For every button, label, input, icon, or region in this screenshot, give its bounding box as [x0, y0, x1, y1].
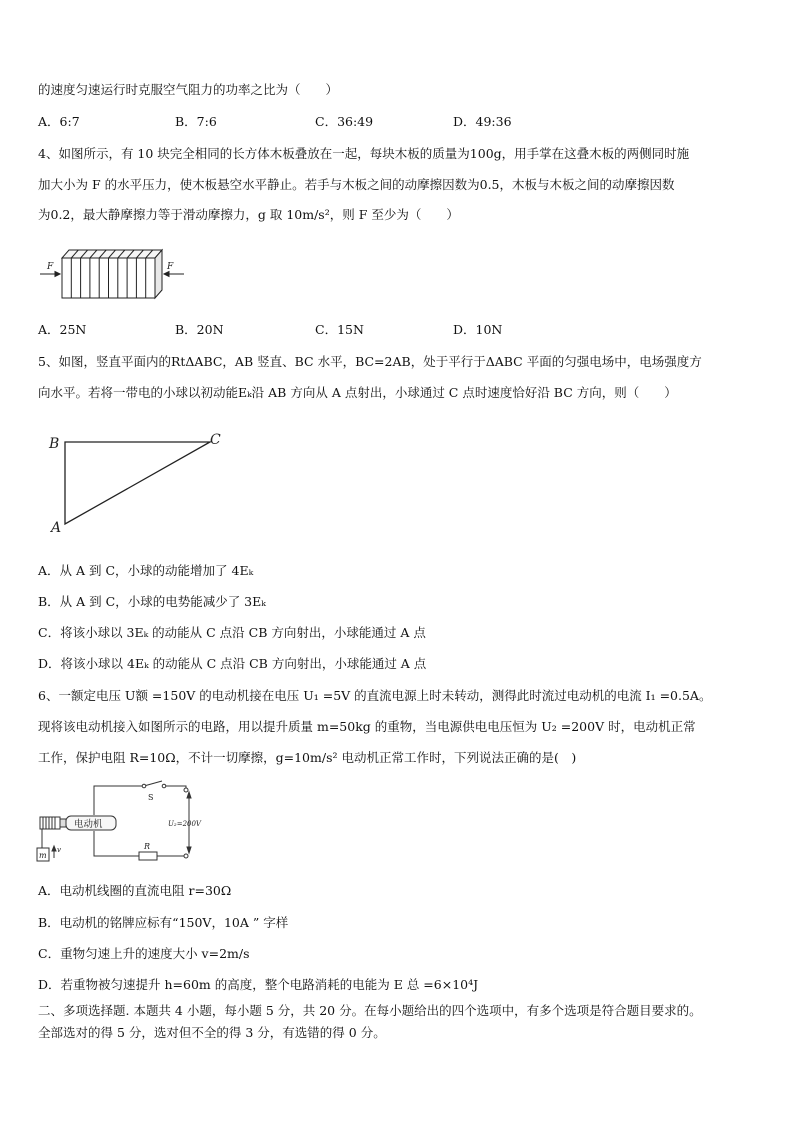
switch-pivot	[142, 784, 146, 788]
switch-blade	[144, 781, 162, 786]
q6-option-b: B．电动机的铭牌应标有“150V，10A ” 字样	[38, 915, 289, 930]
q3-option-c: C．36:49	[315, 114, 374, 129]
q6-stem-line3: 工作，保护电阻 R=10Ω，不计一切摩擦，g=10m/s² 电动机正常工作时，下列说法正确的是( )	[38, 750, 577, 765]
voltage-arrowhead-bottom	[187, 847, 191, 853]
q5-option-a: A．从 A 到 C，小球的动能增加了 4Eₖ	[38, 563, 254, 578]
q5-option-c: C．将该小球以 3Eₖ 的动能从 C 点沿 CB 方向射出，小球能通过 A 点	[38, 625, 426, 640]
top-right-wire	[166, 786, 186, 788]
switch-contact	[162, 784, 166, 788]
right-force-label: F	[167, 262, 174, 272]
voltage-arrowhead-top	[187, 792, 191, 798]
top-terminal	[184, 788, 188, 792]
bottom-terminal	[184, 854, 188, 858]
q4-option-d: D．10N	[453, 322, 503, 337]
q3-option-a: A．6:7	[38, 114, 80, 129]
q6-option-a: A．电动机线圈的直流电阻 r=30Ω	[38, 883, 232, 898]
q4-stem-line3: 为0.2，最大静摩擦力等于滑动摩擦力，g 取 10m/s²，则 F 至少为（ ）	[38, 207, 459, 222]
left-arrowhead	[55, 272, 60, 277]
q5-option-d: D．将该小球以 4Eₖ 的动能从 C 点沿 CB 方向射出，小球能通过 A 点	[38, 656, 427, 671]
right-arrowhead	[164, 272, 169, 277]
q5-triangle-figure	[45, 428, 230, 533]
q5-stem-line2: 向水平。若将一带电的小球以初动能Eₖ沿 AB 方向从 A 点射出，小球通过 C 点时速度恰好沿 BC 方向，则（ ）	[38, 385, 677, 400]
vertex-a-label: A	[51, 520, 62, 533]
q6-circuit-figure	[34, 778, 234, 868]
q3-stem-tail: 的速度匀速运行时克服空气阻力的功率之比为（ ）	[38, 82, 339, 97]
q3-option-b: B．7:6	[175, 114, 217, 129]
resistor-r	[139, 852, 157, 860]
voltage-label: U₂=200V	[168, 820, 201, 828]
vertex-c-label: C	[210, 432, 221, 448]
left-force-label: F	[47, 262, 54, 272]
bottom-left-wire	[94, 831, 139, 856]
velocity-arrowhead	[52, 846, 56, 851]
q5-option-b: B．从 A 到 C，小球的电势能减少了 3Eₖ	[38, 594, 266, 609]
section2-instructions-line2: 全部选对的得 5 分，选对但不全的得 3 分，有选错的得 0 分。	[38, 1025, 386, 1040]
q4-stem-line2: 加大小为 F 的水平压力，使木板悬空水平静止。若手与木板之间的动摩擦因数为0.5，木板与木板之间的动摩擦因数	[38, 177, 675, 192]
q6-stem-line1: 6、一额定电压 U额 =150V 的电动机接在电压 U₁ =5V 的直流电源上时未转动，测得此时流过电动机的电流 I₁ =0.5A。	[38, 688, 712, 703]
mass-label: m	[39, 851, 47, 860]
resistor-label: R	[144, 842, 151, 851]
q6-option-c: C．重物匀速上升的速度大小 v=2m/s	[38, 946, 250, 961]
switch-label: S	[148, 793, 154, 802]
vertex-b-label: B	[49, 436, 60, 452]
q6-stem-line2: 现将该电动机接入如图所示的电路，用以提升质量 m=50kg 的重物，当电源供电电压恒为 U₂ =200V 时，电动机正常	[38, 719, 696, 734]
velocity-label: v	[57, 846, 61, 854]
top-left-wire	[94, 786, 144, 815]
motor-shaft	[60, 819, 66, 827]
q4-board-stack-figure	[38, 245, 188, 300]
q4-stem-line1: 4、如图所示，有 10 块完全相同的长方体木板叠放在一起，每块木板的质量为100g，用手掌在这叠木板的两侧同时施	[38, 146, 690, 161]
right-triangle-abc	[65, 442, 210, 524]
q4-option-a: A．25N	[38, 322, 87, 337]
q6-option-d: D．若重物被匀速提升 h=60m 的高度，整个电路消耗的电能为 E 总 =6×10⁴J	[38, 977, 479, 992]
q4-option-b: B．20N	[175, 322, 224, 337]
q5-stem-line1: 5、如图，竖直平面内的RtΔABC，AB 竖直、BC 水平，BC=2AB，处于平行于ΔABC 平面的匀强电场中，电场强度方	[38, 354, 702, 369]
block-side-face	[155, 250, 162, 298]
motor-label: 电动机	[74, 819, 103, 830]
section2-instructions-line1: 二、多项选择题. 本题共 4 小题，每小题 5 分，共 20 分。在每小题给出的四个选项中，有多个选项是符合题目要求的。	[38, 1003, 702, 1018]
q3-option-d: D．49:36	[453, 114, 512, 129]
q4-option-c: C．15N	[315, 322, 364, 337]
